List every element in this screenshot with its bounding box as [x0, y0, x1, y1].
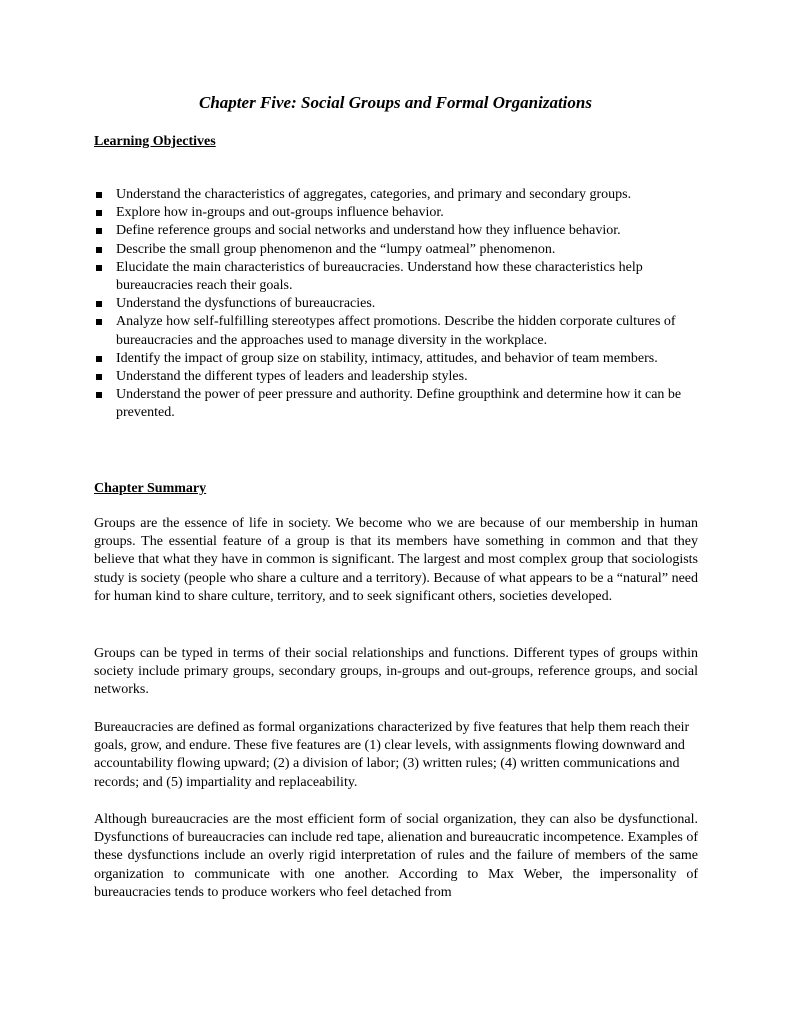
- chapter-summary-heading: Chapter Summary: [94, 481, 207, 496]
- square-bullet-icon: [96, 228, 102, 234]
- objective-text: Define reference groups and social networks and understand how they influence behavior.: [116, 223, 621, 239]
- list-item: [94, 368, 714, 386]
- square-bullet-icon: [96, 210, 102, 216]
- summary-paragraph-2: Groups can be typed in terms of their social relationships and functions. Different types of groups within society include primary groups, secondary groups, in-groups and out-groups, reference groups, and social networks.: [94, 646, 698, 698]
- list-item: [94, 241, 714, 259]
- objective-text: Understand the power of peer pressure and authority. Define groupthink and determine how it can be prevented.: [116, 387, 682, 421]
- list-item: [94, 350, 714, 368]
- list-item: [94, 186, 714, 204]
- list-item: [94, 295, 714, 313]
- learning-objectives-list: [94, 186, 714, 423]
- objective-text: Describe the small group phenomenon and the “lumpy oatmeal” phenomenon.: [116, 241, 556, 257]
- summary-paragraph-3: Bureaucracies are defined as formal organizations characterized by five features that help them reach their goals, grow, and endure. These five features are (1) clear levels, with assignments flowing downward and accountability flowing upward; (2) a division of labor; (3) written rules; (4) written communications and records; and (5) impartiality and replaceability.: [94, 720, 690, 790]
- objective-text: Explore how in-groups and out-groups influence behavior.: [116, 205, 444, 221]
- objective-text: Understand the dysfunctions of bureaucracies.: [116, 296, 376, 312]
- square-bullet-icon: [96, 301, 102, 307]
- list-item: [94, 222, 714, 240]
- square-bullet-icon: [96, 356, 102, 362]
- objective-text: Understand the different types of leaders and leadership styles.: [116, 369, 468, 385]
- square-bullet-icon: [96, 247, 102, 253]
- list-item: [94, 386, 714, 422]
- learning-objectives-heading: Learning Objectives: [94, 134, 216, 149]
- square-bullet-icon: [96, 192, 102, 198]
- objective-text: Analyze how self-fulfilling stereotypes affect promotions. Describe the hidden corporate cultures of bureaucracies and the approaches used to manage diversity in the workplace.: [116, 314, 676, 348]
- objective-text: Identify the impact of group size on stability, intimacy, attitudes, and behavior of team members.: [116, 350, 658, 366]
- objective-text: Elucidate the main characteristics of bureaucracies. Understand how these characteristics help bureaucracies reach their goals.: [116, 259, 643, 294]
- list-item: [94, 259, 714, 295]
- summary-paragraph-4: Although bureaucracies are the most efficient form of social organization, they can also be dysfunctional. Dysfunctions of bureaucracies can include red tape, alienation and bureaucratic incompetence. Examples of these dysfunctions include an overly rigid interpretation of rules and the failure of members of the same organization to communicate with one another. According to Max Weber, the impersonality of bureaucracies tends to produce workers who feel detached from: [94, 812, 698, 900]
- list-item: [94, 204, 714, 222]
- square-bullet-icon: [96, 392, 102, 398]
- summary-paragraph-1: Groups are the essence of life in society. We become who we are because of our membership in human groups. The essential feature of a group is that its members have something in common and that they believe that what they have in common is significant. The largest and most complex group that sociologists study is society (people who share a culture and a territory). Because of what appears to be a “natural” need for human kind to share culture, territory, and to seek significant others, societies developed.: [94, 516, 698, 604]
- objective-text: Understand the characteristics of aggregates, categories, and primary and secondary groups.: [116, 187, 632, 202]
- list-item: [94, 313, 714, 349]
- square-bullet-icon: [96, 374, 102, 380]
- square-bullet-icon: [96, 319, 102, 325]
- square-bullet-icon: [96, 265, 102, 271]
- chapter-title: Chapter Five: Social Groups and Formal Organizations: [199, 93, 592, 112]
